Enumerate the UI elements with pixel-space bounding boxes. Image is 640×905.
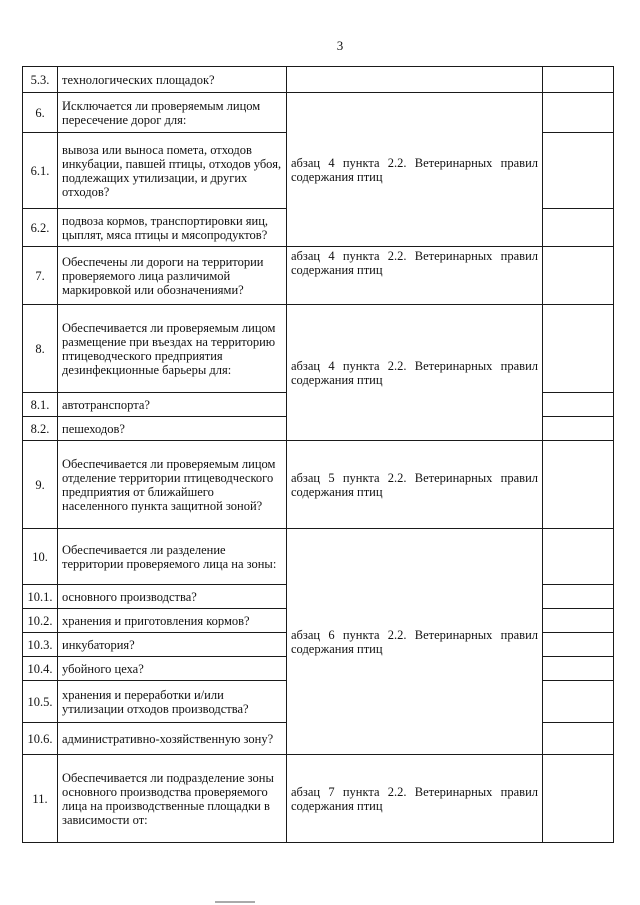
table-row [23,755,614,843]
question-text: Обеспечивается ли подразделение зоны основного производства проверяемого лица на производственные площадки в зависимости от: [58,755,287,843]
question-text: автотранспорта? [58,393,287,417]
question-text: технологических площадок? [58,67,287,93]
item-number: 10.4. [23,657,58,681]
reference-cell: абзац 4 пункта 2.2. Ветеринарных правил содержания птиц [287,247,543,305]
question-text: убойного цеха? [58,657,287,681]
answer-cell[interactable] [543,755,614,843]
answer-cell[interactable] [543,247,614,305]
item-number: 10.2. [23,609,58,633]
table-row [23,529,614,585]
question-text: Обеспечивается ли проверяемым лицом отделение территории птицеводческого предприятия от ближайшего населенного пункта защитной зоной? [58,441,287,529]
answer-cell[interactable] [543,209,614,247]
question-text: пешеходов? [58,417,287,441]
item-number: 8. [23,305,58,393]
answer-cell[interactable] [543,305,614,393]
question-text: хранения и переработки и/или утилизации отходов производства? [58,681,287,723]
table-row [23,441,614,529]
answer-cell[interactable] [543,609,614,633]
answer-cell[interactable] [543,585,614,609]
answer-cell[interactable] [543,681,614,723]
item-number: 8.1. [23,393,58,417]
page-number: 3 [336,38,344,53]
item-number: 10. [23,529,58,585]
answer-cell[interactable] [543,441,614,529]
question-text: Обеспечивается ли разделение территории проверяемого лица на зоны: [58,529,287,585]
table-row [23,305,614,393]
question-text: Исключается ли проверяемым лицом пересечение дорог для: [58,93,287,133]
answer-cell[interactable] [543,67,614,93]
scan-artifact [215,901,255,903]
question-text: Обеспечены ли дороги на территории проверяемого лица различимой маркировкой или обозначениями? [58,247,287,305]
table-row [23,247,614,305]
answer-cell[interactable] [543,417,614,441]
reference-cell: абзац 4 пункта 2.2. Ветеринарных правил содержания птиц [287,93,543,247]
item-number: 9. [23,441,58,529]
question-text: Обеспечивается ли проверяемым лицом размещение при въездах на территорию птицеводческого предприятия дезинфекционные барьеры для: [58,305,287,393]
answer-cell[interactable] [543,657,614,681]
item-number: 8.2. [23,417,58,441]
question-text: административно-хозяйственную зону? [58,723,287,755]
item-number: 10.1. [23,585,58,609]
item-number: 7. [23,247,58,305]
item-number: 10.5. [23,681,58,723]
question-text: вывоза или выноса помета, отходов инкубации, павшей птицы, отходов убоя, подлежащих утилизации, и других отходов? [58,133,287,209]
checklist-table [22,66,614,843]
item-number: 6.2. [23,209,58,247]
item-number: 10.6. [23,723,58,755]
reference-cell: абзац 4 пункта 2.2. Ветеринарных правил содержания птиц [287,305,543,441]
reference-cell [287,67,543,93]
table-row [23,93,614,133]
question-text: хранения и приготовления кормов? [58,609,287,633]
item-number: 6. [23,93,58,133]
question-text: основного производства? [58,585,287,609]
answer-cell[interactable] [543,133,614,209]
question-text: инкубатория? [58,633,287,657]
reference-cell: абзац 7 пункта 2.2. Ветеринарных правил содержания птиц [287,755,543,843]
answer-cell[interactable] [543,529,614,585]
item-number: 11. [23,755,58,843]
item-number: 5.3. [23,67,58,93]
question-text: подвоза кормов, транспортировки яиц, цыплят, мяса птицы и мясопродуктов? [58,209,287,247]
item-number: 6.1. [23,133,58,209]
table-row [23,67,614,93]
answer-cell[interactable] [543,93,614,133]
item-number: 10.3. [23,633,58,657]
reference-cell: абзац 5 пункта 2.2. Ветеринарных правил содержания птиц [287,441,543,529]
answer-cell[interactable] [543,723,614,755]
answer-cell[interactable] [543,633,614,657]
reference-cell: абзац 6 пункта 2.2. Ветеринарных правил содержания птиц [287,529,543,755]
answer-cell[interactable] [543,393,614,417]
